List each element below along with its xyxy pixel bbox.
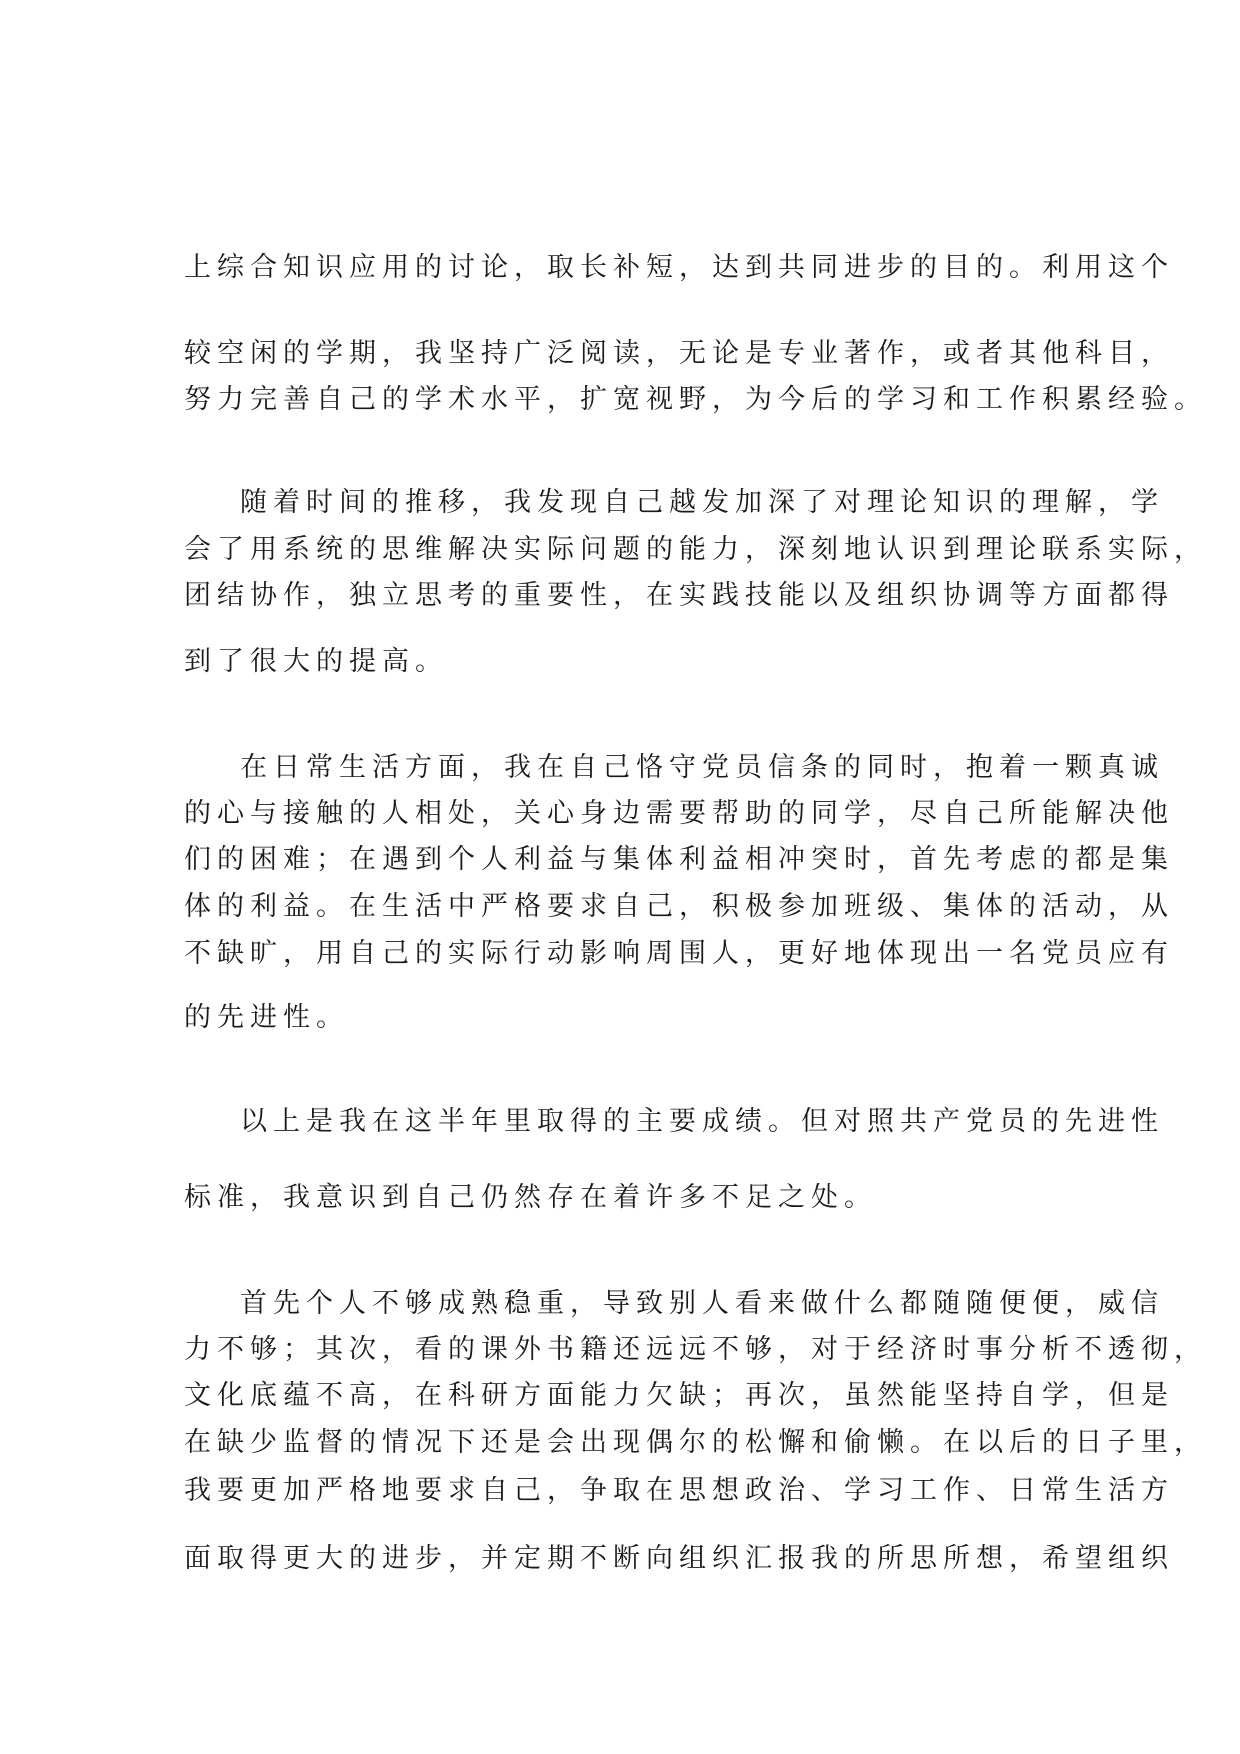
text-line: 努力完善自己的学术水平，扩宽视野，为今后的学习和工作积累经验。 xyxy=(184,384,1207,415)
text-line: 不缺旷，用自己的实际行动影响周围人，更好地体现出一名党员应有 xyxy=(184,938,1174,969)
text-line: 以上是我在这半年里取得的主要成绩。但对照共产党员的先进性 xyxy=(240,1106,1164,1137)
text-line: 在日常生活方面，我在自己恪守党员信条的同时，抱着一颗真诚 xyxy=(240,752,1164,783)
text-line: 团结协作，独立思考的重要性，在实践技能以及组织协调等方面都得 xyxy=(184,580,1174,611)
text-line: 的先进性。 xyxy=(184,1002,349,1033)
text-line: 上综合知识应用的讨论，取长补短，达到共同进步的目的。利用这个 xyxy=(184,252,1174,283)
text-line: 的心与接触的人相处，关心身边需要帮助的同学，尽自己所能解决他 xyxy=(184,798,1174,829)
text-line: 面取得更大的进步，并定期不断向组织汇报我的所思所想，希望组织 xyxy=(184,1543,1174,1574)
text-line: 首先个人不够成熟稳重，导致别人看来做什么都随随便便，威信 xyxy=(240,1288,1164,1319)
text-line: 标准，我意识到自己仍然存在着许多不足之处。 xyxy=(184,1182,877,1213)
text-line: 文化底蕴不高，在科研方面能力欠缺；再次，虽然能坚持自学，但是 xyxy=(184,1380,1174,1411)
text-line: 我要更加严格地要求自己，争取在思想政治、学习工作、日常生活方 xyxy=(184,1475,1174,1506)
text-line: 较空闲的学期，我坚持广泛阅读，无论是专业著作，或者其他科目， xyxy=(184,338,1174,369)
text-line: 到了很大的提高。 xyxy=(184,646,448,677)
text-line: 力不够；其次，看的课外书籍还远远不够，对于经济时事分析不透彻， xyxy=(184,1334,1207,1365)
text-line: 们的困难；在遇到个人利益与集体利益相冲突时，首先考虑的都是集 xyxy=(184,844,1174,875)
text-line: 体的利益。在生活中严格要求自己，积极参加班级、集体的活动，从 xyxy=(184,891,1174,922)
text-line: 在缺少监督的情况下还是会出现偶尔的松懈和偷懒。在以后的日子里， xyxy=(184,1427,1207,1458)
text-line: 会了用系统的思维解决实际问题的能力，深刻地认识到理论联系实际， xyxy=(184,534,1207,565)
text-line: 随着时间的推移，我发现自己越发加深了对理论知识的理解，学 xyxy=(240,487,1164,518)
